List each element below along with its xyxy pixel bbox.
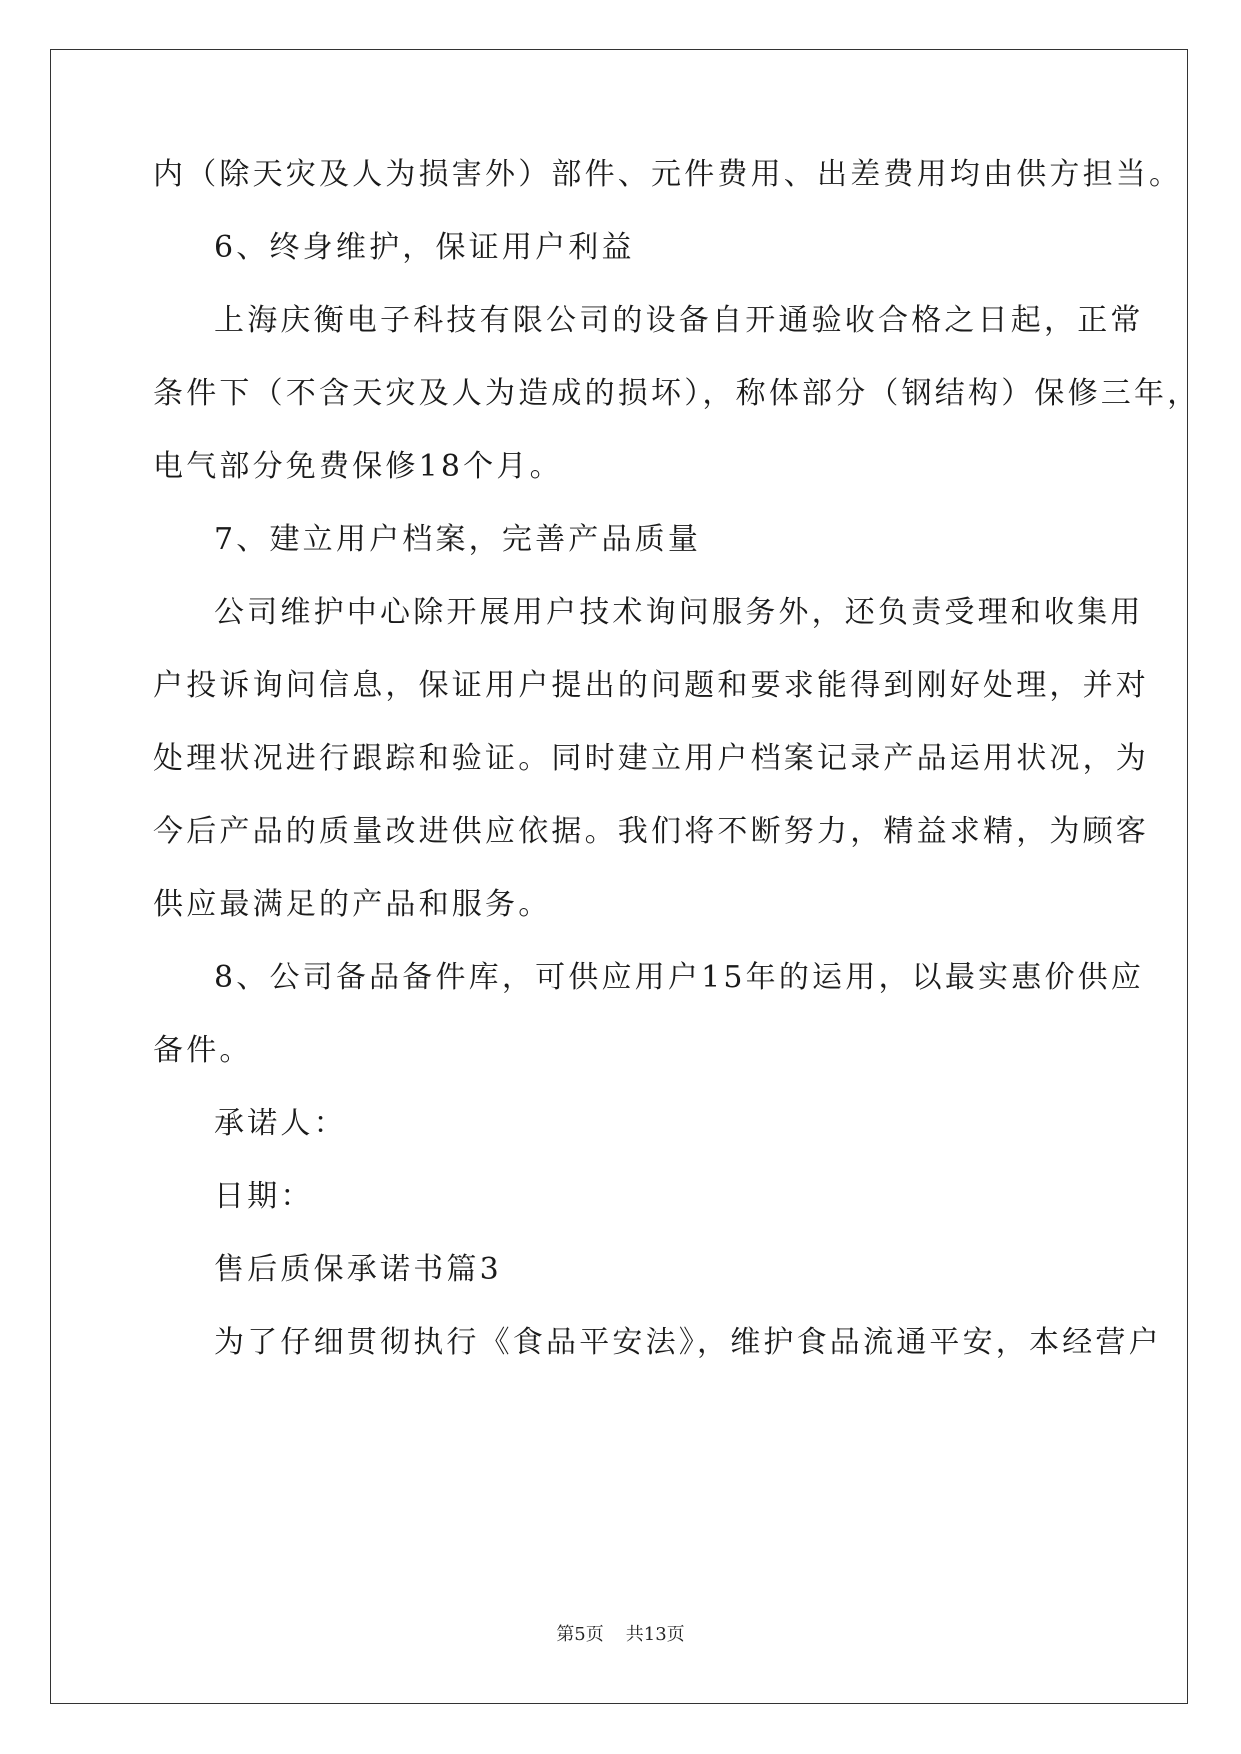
page-total: 共13页: [625, 1624, 685, 1645]
date-label: 日期：: [214, 1179, 314, 1214]
section-heading: 7、建立用户档案，完善产品质量: [214, 522, 702, 557]
text-line: 为了仔细贯彻执行《食品平安法》，维护食品流通平安，本经营户: [214, 1325, 1162, 1360]
section-title: 售后质保承诺书篇3: [214, 1252, 502, 1287]
page-number: 第5页: [556, 1624, 604, 1645]
text-line: 户投诉询问信息，保证用户提出的问题和要求能得到刚好处理，并对: [153, 668, 1149, 703]
text-line: 上海庆衡电子科技有限公司的设备自开通验收合格之日起，正常: [214, 303, 1144, 338]
text-line: 公司维护中心除开展用户技术询问服务外，还负责受理和收集用: [214, 595, 1144, 630]
text-line: 8、公司备品备件库，可供应用户15年的运用，以最实惠价供应: [214, 960, 1145, 995]
page-border: [50, 49, 1188, 1704]
text-line: 处理状况进行跟踪和验证。同时建立用户档案记录产品运用状况，为: [153, 741, 1149, 776]
text-line: 备件。: [153, 1033, 253, 1068]
text-line: 今后产品的质量改进供应依据。我们将不断努力，精益求精，为顾客: [153, 814, 1149, 849]
signatory-label: 承诺人：: [214, 1106, 347, 1141]
section-heading: 6、终身维护，保证用户利益: [214, 230, 635, 265]
text-line: 内（除天灾及人为损害外）部件、元件费用、出差费用均由供方担当。: [153, 157, 1183, 192]
text-line: 电气部分免费保修18个月。: [153, 449, 563, 484]
text-line: 供应最满足的产品和服务。: [153, 887, 552, 922]
text-line: 条件下（不含天灾及人为造成的损坏），称体部分（钢结构）保修三年，: [153, 376, 1201, 411]
page-footer: [0, 1620, 1241, 1646]
